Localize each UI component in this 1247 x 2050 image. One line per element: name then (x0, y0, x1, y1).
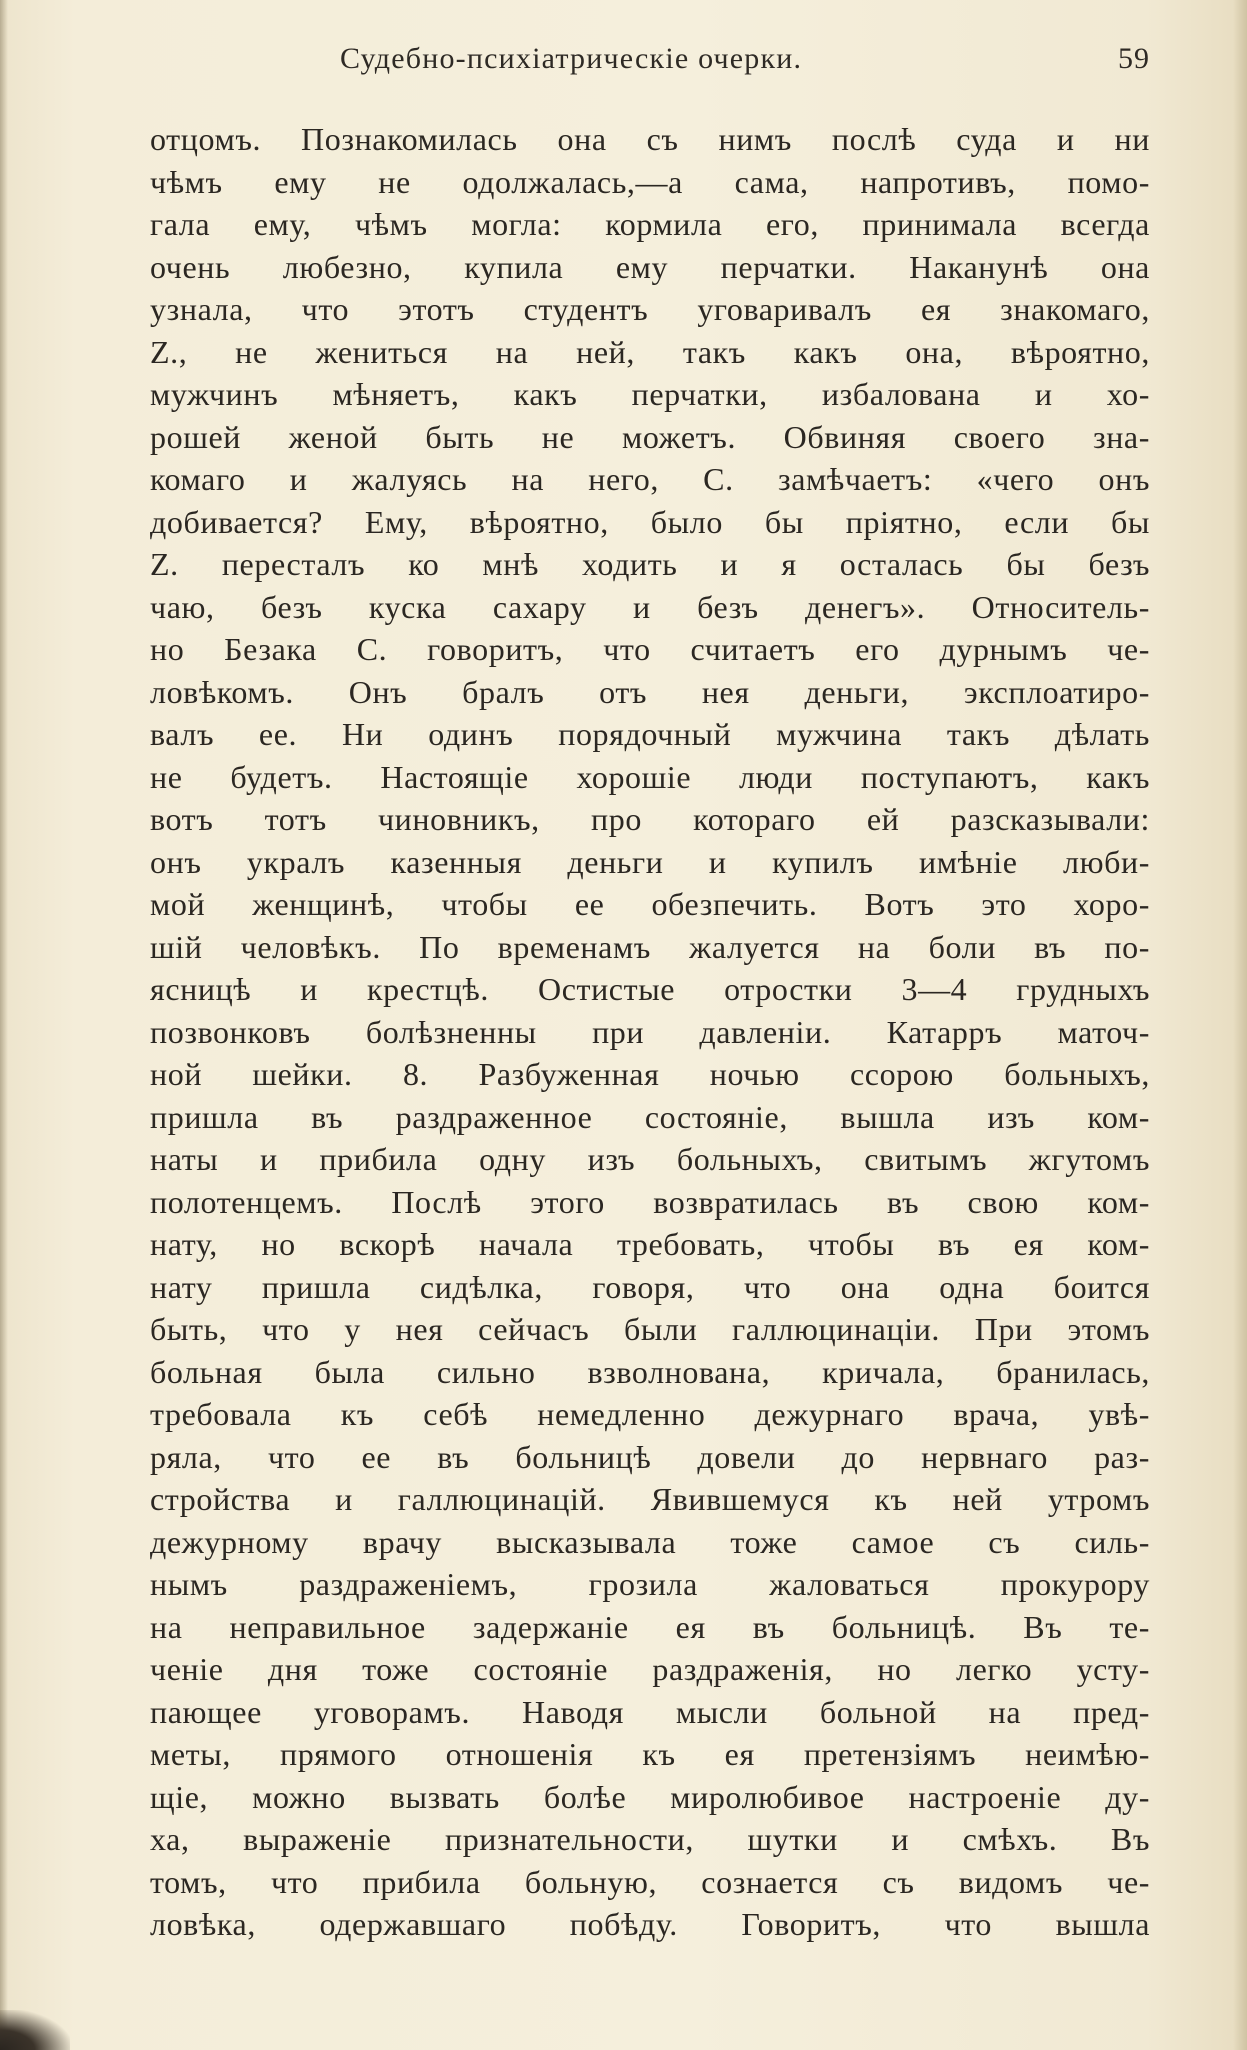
text-line: чѣмъ ему не одолжалась,—а сама, напротивъ, помо- (150, 163, 1150, 200)
text-line: щіе, можно вызвать болѣе миролюбивое настроеніе ду- (150, 1778, 1150, 1815)
text-line: ха, выраженіе признательности, шутки и смѣхъ. Въ (150, 1821, 1150, 1857)
text-line: ряла, что ее въ больницѣ довели до нервнаго раз- (150, 1438, 1150, 1475)
text-line: Z. пересталъ ко мнѣ ходить и я осталась бы безъ (150, 546, 1150, 582)
page-left-edge (0, 0, 8, 2050)
text-line: отцомъ. Познакомилась она съ нимъ послѣ суда и ни (150, 121, 1150, 157)
text-line: ловѣка, одержавшаго побѣду. Говоритъ, что вышла (150, 1906, 1150, 1942)
page-right-edge (1233, 0, 1247, 2050)
text-line: узнала, что этотъ студентъ уговаривалъ ея знакомаго, (150, 291, 1150, 327)
text-line: ловѣкомъ. Онъ бралъ отъ нея деньги, эксплоатиро- (150, 673, 1150, 710)
text-line: не будетъ. Настоящіе хорошіе люди поступаютъ, какъ (150, 758, 1150, 795)
text-line: шій человѣкъ. По временамъ жалуется на боли въ по- (150, 928, 1150, 965)
text-line: позвонковъ болѣзненны при давленіи. Катарръ маточ- (150, 1013, 1150, 1050)
text-line: очень любезно, купила ему перчатки. Наканунѣ она (150, 248, 1150, 285)
text-line: требовала къ себѣ немедленно дежурнаго врача, увѣ- (150, 1396, 1150, 1432)
page-header (150, 42, 1150, 86)
text-line: рошей женой быть не можетъ. Обвиняя своего зна- (150, 418, 1150, 455)
text-line: меты, прямого отношенія къ ея претензіямъ неимѣю- (150, 1736, 1150, 1772)
text-line: мужчинъ мѣняетъ, какъ перчатки, избалована и хо- (150, 376, 1150, 412)
text-line: наты и прибила одну изъ больныхъ, свитымъ жгутомъ (150, 1141, 1150, 1177)
text-line: пающее уговорамъ. Наводя мысли больной на пред- (150, 1693, 1150, 1730)
text-line: нымъ раздраженіемъ, грозила жаловаться прокурору (150, 1566, 1150, 1602)
running-title: Судебно-психіатрическіе очерки. (340, 42, 803, 75)
text-line: комаго и жалуясь на него, С. замѣчаетъ: «чего онъ (150, 461, 1150, 497)
text-line: ясницѣ и крестцѣ. Остистые отростки 3—4 грудныхъ (150, 971, 1150, 1007)
text-line: добивается? Ему, вѣроятно, было бы пріятно, если бы (150, 503, 1150, 540)
text-line: нату пришла сидѣлка, говоря, что она одна боится (150, 1268, 1150, 1305)
text-line: дежурному врачу высказывала тоже самое съ силь- (150, 1523, 1150, 1560)
text-line: но Безака С. говоритъ, что считаетъ его дурнымъ че- (150, 631, 1150, 667)
text-line: полотенцемъ. Послѣ этого возвратилась въ свою ком- (150, 1183, 1150, 1220)
text-line: быть, что у нея сейчасъ были галлюцинаціи. При этомъ (150, 1311, 1150, 1347)
text-line: Z., не жениться на ней, такъ какъ она, вѣроятно, (150, 333, 1150, 370)
text-line: пришла въ раздраженное состояніе, вышла изъ ком- (150, 1098, 1150, 1135)
text-line: стройства и галлюцинацій. Явившемуся къ ней утромъ (150, 1481, 1150, 1517)
text-line: валъ ее. Ни одинъ порядочный мужчина такъ дѣлать (150, 716, 1150, 752)
text-line: на неправильное задержаніе ея въ больницѣ. Въ те- (150, 1608, 1150, 1645)
text-line: нату, но вскорѣ начала требовать, чтобы въ ея ком- (150, 1226, 1150, 1262)
page-number: 59 (1118, 42, 1150, 75)
text-line: гала ему, чѣмъ могла: кормила его, принимала всегда (150, 206, 1150, 242)
body-text (150, 118, 1150, 1946)
text-line: чаю, безъ куска сахару и безъ денегъ». Относитель- (150, 588, 1150, 625)
text-line: вотъ тотъ чиновникъ, про котораго ей разсказывали: (150, 801, 1150, 837)
text-line: больная была сильно взволнована, кричала, бранилась, (150, 1353, 1150, 1390)
text-line: ченіе дня тоже состояніе раздраженія, но легко усту- (150, 1651, 1150, 1687)
text-line: ной шейки. 8. Разбуженная ночью ссорою больныхъ, (150, 1056, 1150, 1092)
text-line: онъ укралъ казенныя деньги и купилъ имѣніе люби- (150, 843, 1150, 880)
text-line: мой женщинѣ, чтобы ее обезпечить. Вотъ это хоро- (150, 886, 1150, 922)
corner-shadow (0, 2010, 70, 2050)
text-line: томъ, что прибила больную, сознается съ видомъ че- (150, 1863, 1150, 1900)
